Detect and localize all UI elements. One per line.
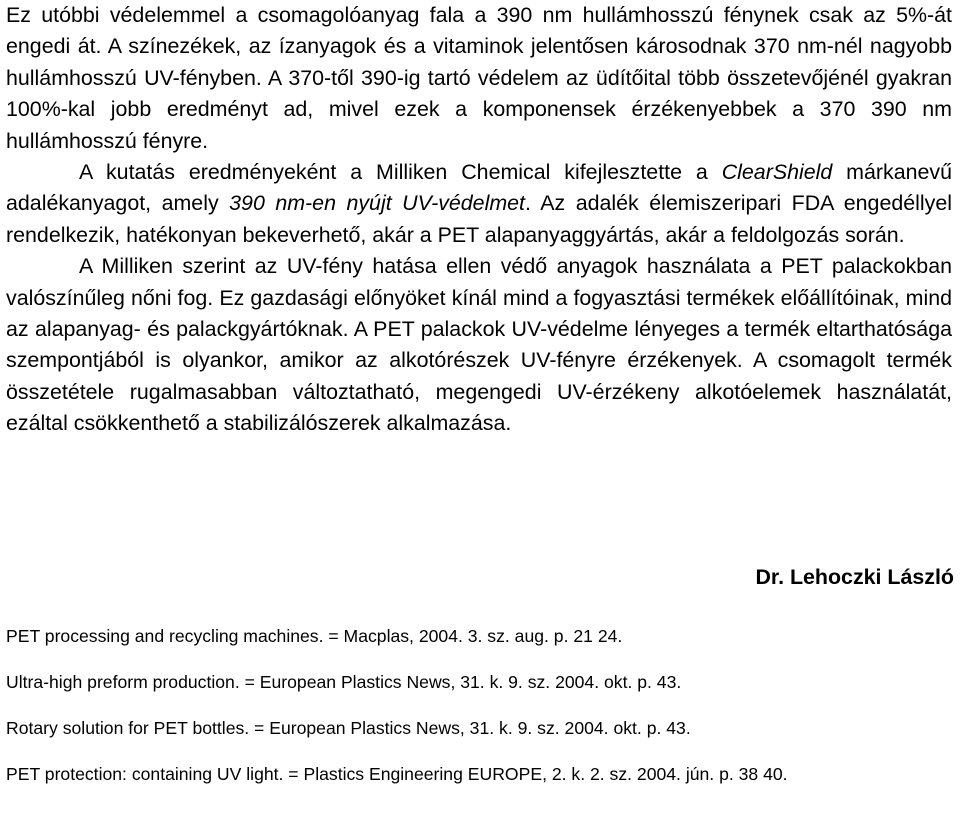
reference-item: PET protection: containing UV light. = Plastics Engineering EUROPE, 2. k. 2. sz. 2004. jún. p. 38 40. [6,764,788,784]
reference-item: Rotary solution for PET bottles. = European Plastics News, 31. k. 9. sz. 2004. okt. p. 43. [6,718,691,738]
author-name: Dr. Lehoczki László [755,565,954,589]
paragraph-clearshield [6,157,952,251]
brand-name: ClearShield [721,160,833,185]
reference-item: Ultra-high preform production. = European Plastics News, 31. k. 9. sz. 2004. okt. p. 43. [6,672,682,692]
paragraph-text: . Az adalék élemiszeripari FDA engedéllyel rendelkezik, hatékonyan bekeverhető, akár a PET alapanyaggyártás, akár a feldolgozás során. [6,191,952,247]
paragraph-milliken-outlook: A Milliken szerint az UV-fény hatása ellen védő anyagok használata a PET palackokban valószínűleg nőni fog. Ez gazdasági előnyöket kínál mind a fogyasztási termékek előállítóinak, mind az alapanyag- és palackgyártóknak. A PET palackok UV-védelme lényeges a termék eltarthatósága szempontjából is olyankor, amikor az alkotórészek UV-fényre érzékenyek. A csomagolt termék összetétele rugalmasabban változtatható, megengedi UV-érzékeny alkotóelemek használatát, ezáltal csökkenthető a stabilizálószerek alkalmazása. [6,254,952,436]
emphasis-text: 390 nm-en nyújt UV-védelmet [229,191,525,216]
reference-item: PET processing and recycling machines. = Macplas, 2004. 3. sz. aug. p. 21 24. [6,626,623,646]
paragraph-text: A kutatás eredményeként a Milliken Chemical kifejlesztette a [79,160,722,185]
paragraph-text: márkanevű adalékanyagot, amely [6,160,952,216]
paragraph-uv-protection: Ez utóbbi védelemmel a csomagolóanyag fala a 390 nm hullámhosszú fénynek csak az 5%-át engedi át. A színezékek, az ízanyagok és a vitaminok jelentősen károsodnak 370 nm-nél nagyobb hullámhosszú UV-fényben. A 370-től 390-ig tartó védelem az üdítőital több összetevőjénél gyakran 100%-kal jobb eredményt ad, mivel ezek a komponensek érzékenyebbek a 370 390 nm hullámhosszú fényre. [6,3,952,153]
references-list [6,624,952,786]
